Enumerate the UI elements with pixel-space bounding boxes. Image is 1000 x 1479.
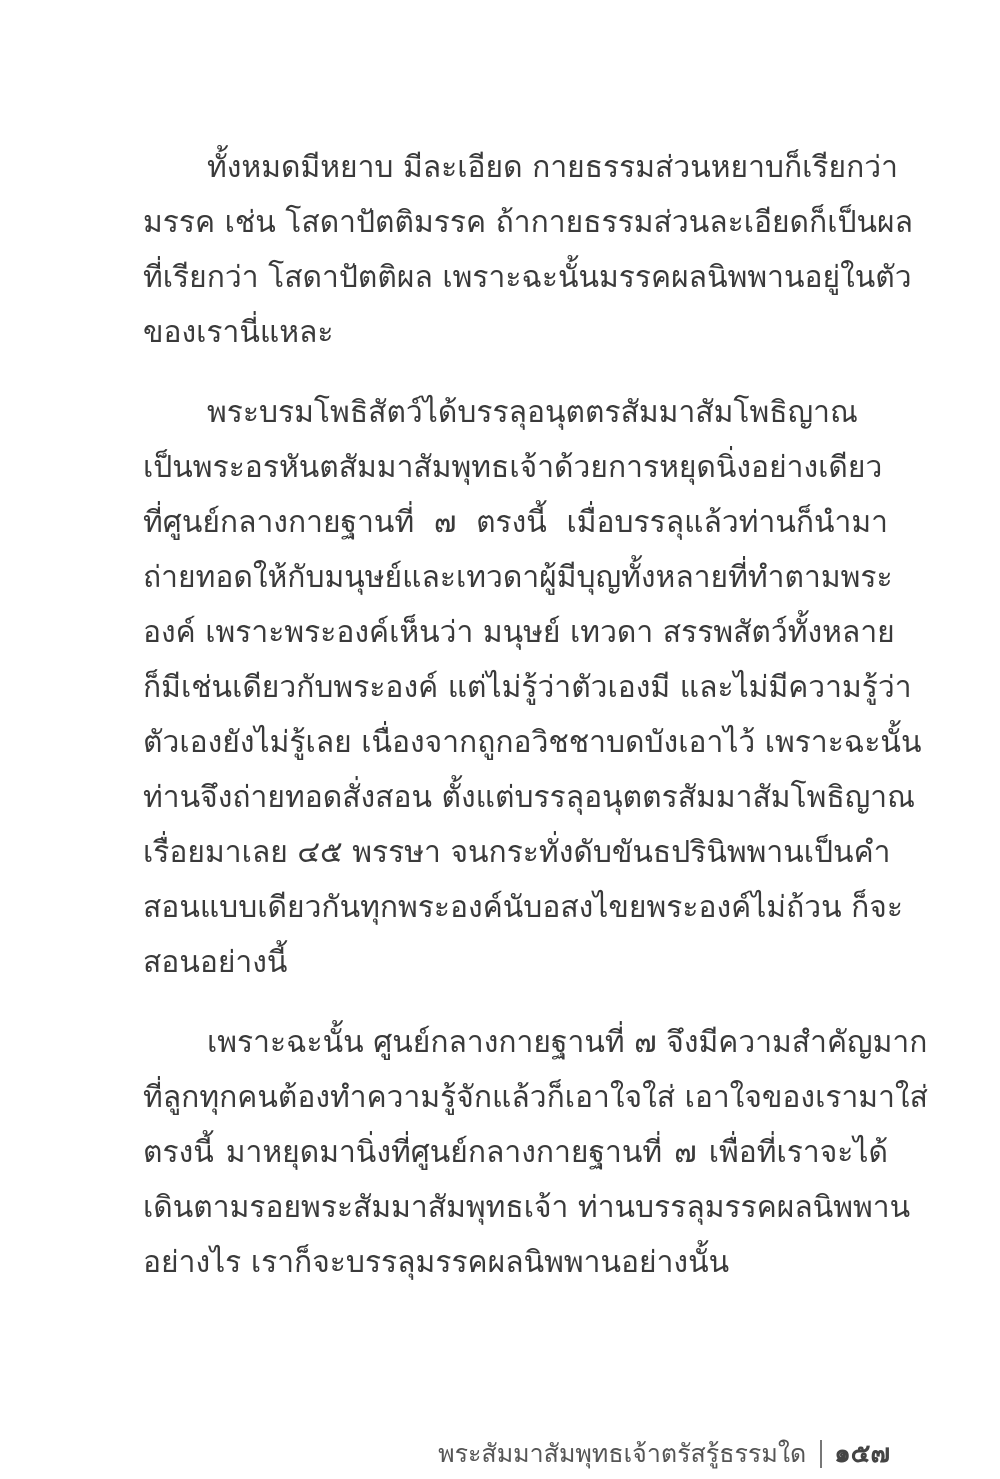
text-line: เพราะฉะนั้น ศูนย์กลางกายฐานที่ ๗ จึงมีความสำคัญมาก <box>207 1025 928 1060</box>
footer-divider <box>820 1440 822 1468</box>
paragraph-3 <box>143 1015 928 1290</box>
text-line: ตรงนี้ มาหยุดมานิ่งที่ศูนย์กลางกายฐานที่ ๗ เพื่อที่เราจะได้ <box>143 1135 888 1170</box>
paragraph-2 <box>143 385 922 990</box>
text-line: เรื่อยมาเลย ๔๕ พรรษา จนกระทั่งดับขันธปรินิพพานเป็นคำ <box>143 835 891 870</box>
text-line: ถ่ายทอดให้กับมนุษย์และเทวดาผู้มีบุญทั้งหลายที่ทำตามพระ <box>143 560 893 595</box>
running-title: พระสัมมาสัมพุทธเจ้าตรัสรู้ธรรมใด <box>438 1439 807 1468</box>
page-footer <box>438 1436 890 1472</box>
text-line: ของเรานี่แหละ <box>143 315 334 350</box>
text-line: เป็นพระอรหันตสัมมาสัมพุทธเจ้าด้วยการหยุดนิ่งอย่างเดียว <box>143 450 883 485</box>
body-text <box>143 140 928 1315</box>
text-line: องค์ เพราะพระองค์เห็นว่า มนุษย์ เทวดา สรรพสัตว์ทั้งหลาย <box>143 615 895 650</box>
text-line: ที่ลูกทุกคนต้องทำความรู้จักแล้วก็เอาใจใส่ เอาใจของเรามาใส่ <box>143 1080 928 1115</box>
paragraph-1 <box>143 140 913 360</box>
text-line: สอนแบบเดียวกันทุกพระองค์นับอสงไขยพระองค์ไม่ถ้วน ก็จะ <box>143 890 903 925</box>
text-line: ท่านจึงถ่ายทอดสั่งสอน ตั้งแต่บรรลุอนุตตรสัมมาสัมโพธิญาณ <box>143 780 915 815</box>
page-number: ๑๕๗ <box>834 1439 890 1469</box>
text-line: ที่ศูนย์กลางกายฐานที่ ๗ ตรงนี้ เมื่อบรรลุแล้วท่านก็นำมา <box>143 505 888 540</box>
text-line: ทั้งหมดมีหยาบ มีละเอียด กายธรรมส่วนหยาบก็เรียกว่า <box>207 150 898 185</box>
text-line: มรรค เช่น โสดาปัตติมรรค ถ้ากายธรรมส่วนละเอียดก็เป็นผล <box>143 205 913 240</box>
text-line: ตัวเองยังไม่รู้เลย เนื่องจากถูกอวิชชาบดบังเอาไว้ เพราะฉะนั้น <box>143 725 922 760</box>
text-line: พระบรมโพธิสัตว์ได้บรรลุอนุตตรสัมมาสัมโพธิญาณ <box>207 395 858 430</box>
text-line: อย่างไร เราก็จะบรรลุมรรคผลนิพพานอย่างนั้น <box>143 1245 730 1280</box>
text-line: สอนอย่างนี้ <box>143 945 288 980</box>
text-line: ที่เรียกว่า โสดาปัตติผล เพราะฉะนั้นมรรคผลนิพพานอยู่ในตัว <box>143 260 912 295</box>
text-line: เดินตามรอยพระสัมมาสัมพุทธเจ้า ท่านบรรลุมรรคผลนิพพาน <box>143 1190 911 1225</box>
text-line: ก็มีเช่นเดียวกับพระองค์ แต่ไม่รู้ว่าตัวเองมี และไม่มีความรู้ว่า <box>143 670 912 705</box>
